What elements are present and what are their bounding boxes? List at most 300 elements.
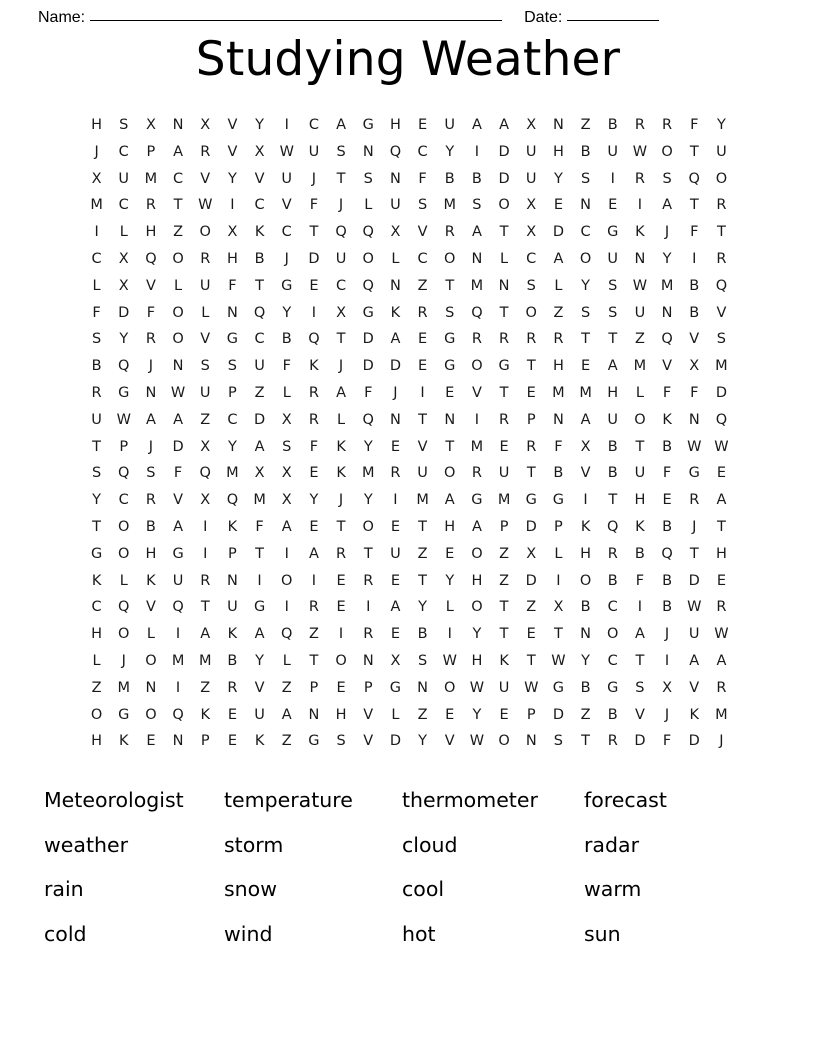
grid-cell[interactable]: C [607,599,618,616]
grid-cell[interactable]: V [662,358,673,375]
grid-cell[interactable]: P [228,384,237,401]
grid-cell[interactable]: Q [145,250,157,267]
grid-cell[interactable]: W [551,652,566,669]
grid-cell[interactable]: E [445,545,455,562]
grid-cell[interactable]: A [254,438,265,455]
grid-cell[interactable]: U [172,572,184,589]
grid-cell[interactable]: C [417,250,428,267]
grid-cell[interactable]: L [146,626,155,643]
grid-cell[interactable]: W [442,652,457,669]
grid-cell[interactable]: U [634,465,646,482]
grid-cell[interactable]: P [554,518,563,535]
grid-cell[interactable]: A [173,518,184,535]
grid-cell[interactable]: Q [389,143,402,160]
grid-cell[interactable]: F [690,384,699,401]
grid-cell[interactable]: A [145,411,156,428]
grid-cell[interactable]: Q [362,411,374,428]
grid-cell[interactable]: Q [199,465,211,482]
grid-cell[interactable]: D [688,572,700,589]
grid-cell[interactable]: H [444,518,456,535]
word-list-item[interactable]: temperature [224,788,353,812]
grid-cell[interactable]: N [552,117,564,133]
grid-cell[interactable]: J [338,358,344,375]
grid-cell[interactable]: D [715,384,727,401]
grid-cell[interactable]: Y [282,304,292,321]
word-list-item[interactable]: snow [224,877,277,901]
grid-cell[interactable]: X [580,438,591,455]
grid-cell[interactable]: G [118,384,130,401]
grid-cell[interactable]: S [608,277,618,294]
grid-cell[interactable]: C [607,652,618,669]
grid-cell[interactable]: Z [200,411,211,428]
grid-cell[interactable]: T [526,652,536,669]
grid-cell[interactable]: A [553,250,564,267]
grid-cell[interactable]: Q [172,599,184,616]
grid-cell[interactable]: Q [362,277,374,294]
grid-cell[interactable]: W [687,438,702,455]
grid-cell[interactable]: D [525,572,537,589]
grid-cell[interactable]: T [309,224,319,241]
grid-cell[interactable]: E [716,465,726,482]
grid-cell[interactable]: N [580,626,591,643]
grid-cell[interactable]: T [92,438,101,455]
grid-cell[interactable]: D [688,733,700,750]
grid-cell[interactable]: U [525,170,537,187]
grid-cell[interactable]: I [175,679,181,696]
grid-cell[interactable]: Y [227,438,237,455]
grid-cell[interactable]: R [145,331,156,348]
grid-cell[interactable]: U [227,599,238,616]
grid-cell[interactable]: W [170,384,186,401]
grid-cell[interactable]: B [689,277,700,294]
grid-cell[interactable]: R [444,224,455,241]
grid-cell[interactable]: O [118,518,130,535]
grid-cell[interactable]: R [716,679,727,696]
grid-cell[interactable]: B [607,438,618,455]
grid-cell[interactable]: U [444,117,456,133]
grid-cell[interactable]: U [688,626,700,643]
grid-cell[interactable]: R [499,331,510,348]
grid-cell[interactable]: V [580,465,591,482]
grid-cell[interactable]: D [552,224,564,241]
grid-cell[interactable]: V [200,170,211,187]
grid-cell[interactable]: Z [91,679,102,696]
grid-cell[interactable]: L [554,277,563,294]
grid-cell[interactable]: I [393,492,398,509]
grid-cell[interactable]: Y [227,170,237,187]
grid-cell[interactable]: U [498,465,510,482]
grid-cell[interactable]: X [526,224,537,241]
grid-cell[interactable]: Z [417,706,428,723]
grid-cell[interactable]: I [284,545,289,562]
grid-cell[interactable]: I [203,545,208,562]
grid-cell[interactable]: O [634,411,646,428]
grid-cell[interactable]: V [689,331,700,348]
grid-cell[interactable]: D [498,143,510,160]
grid-cell[interactable]: R [689,492,700,509]
grid-cell[interactable]: F [635,572,645,589]
grid-cell[interactable]: C [308,117,319,133]
grid-cell[interactable]: G [281,277,293,294]
grid-cell[interactable]: A [689,652,700,669]
grid-cell[interactable]: J [719,733,724,750]
grid-cell[interactable]: T [635,438,645,455]
grid-cell[interactable]: T [526,358,536,375]
grid-cell[interactable]: R [634,170,645,187]
grid-cell[interactable]: S [200,358,210,375]
grid-cell[interactable]: E [309,518,319,535]
grid-cell[interactable]: U [607,250,619,267]
grid-cell[interactable]: G [552,679,565,696]
grid-cell[interactable]: L [500,250,509,267]
grid-cell[interactable]: F [146,304,156,321]
grid-cell[interactable]: N [308,706,320,723]
grid-cell[interactable]: C [118,492,129,509]
grid-cell[interactable]: H [552,358,564,375]
grid-cell[interactable]: K [336,438,346,455]
grid-cell[interactable]: X [281,411,292,428]
grid-cell[interactable]: C [173,170,184,187]
grid-cell[interactable]: E [309,277,319,294]
grid-cell[interactable]: E [499,706,509,723]
grid-cell[interactable]: N [552,411,564,428]
grid-cell[interactable]: Y [309,492,319,509]
grid-cell[interactable]: R [471,465,482,482]
grid-cell[interactable]: E [445,706,455,723]
grid-cell[interactable]: O [118,626,130,643]
grid-cell[interactable]: Z [553,304,564,321]
grid-cell[interactable]: T [581,331,590,348]
grid-cell[interactable]: X [254,143,265,160]
grid-cell[interactable]: M [715,706,728,723]
grid-cell[interactable]: X [526,117,537,133]
grid-cell[interactable]: Y [472,626,482,643]
grid-cell[interactable]: B [662,438,673,455]
grid-cell[interactable]: R [308,411,319,428]
grid-cell[interactable]: V [254,170,265,187]
grid-cell[interactable]: G [90,545,103,562]
grid-cell[interactable]: M [552,384,565,401]
grid-cell[interactable]: H [607,384,619,401]
grid-cell[interactable]: B [607,465,618,482]
grid-cell[interactable]: V [200,331,211,348]
grid-cell[interactable]: T [716,224,726,241]
grid-cell[interactable]: N [389,411,401,428]
grid-cell[interactable]: H [91,733,103,750]
grid-cell[interactable]: O [471,545,483,562]
grid-cell[interactable]: I [284,117,289,133]
grid-cell[interactable]: R [607,545,618,562]
grid-cell[interactable]: W [687,599,702,616]
grid-cell[interactable]: A [607,358,618,375]
grid-cell[interactable]: S [472,197,482,214]
grid-cell[interactable]: Z [281,679,292,696]
grid-cell[interactable]: I [94,224,99,241]
grid-cell[interactable]: B [471,170,482,187]
grid-cell[interactable]: V [363,706,374,723]
grid-cell[interactable]: Z [254,384,265,401]
word-list-item[interactable]: sun [584,921,621,946]
grid-cell[interactable]: N [145,679,157,696]
grid-cell[interactable]: J [664,224,670,241]
grid-cell[interactable]: F [173,465,183,482]
grid-cell[interactable]: X [390,224,401,241]
grid-cell[interactable]: P [526,411,536,428]
grid-cell[interactable]: Z [580,117,591,133]
grid-cell[interactable]: T [581,733,590,750]
grid-cell[interactable]: S [445,304,455,321]
grid-cell[interactable]: L [364,197,373,214]
grid-cell[interactable]: O [471,358,483,375]
grid-cell[interactable]: H [389,117,401,133]
grid-cell[interactable]: B [662,518,673,535]
grid-cell[interactable]: A [200,626,211,643]
grid-cell[interactable]: I [284,599,289,616]
grid-cell[interactable]: S [417,652,428,669]
grid-cell[interactable]: S [282,438,292,455]
grid-cell[interactable]: X [200,117,211,133]
grid-cell[interactable]: B [607,117,618,133]
grid-cell[interactable]: W [632,143,648,160]
grid-cell[interactable]: T [173,197,183,214]
grid-cell[interactable]: H [580,545,592,562]
grid-cell[interactable]: R [200,143,211,160]
grid-cell[interactable]: E [390,572,400,589]
grid-cell[interactable]: I [175,626,181,643]
grid-cell[interactable]: I [664,652,670,669]
grid-cell[interactable]: I [610,170,615,187]
grid-cell[interactable]: M [90,197,103,214]
grid-cell[interactable]: N [172,117,184,133]
grid-cell[interactable]: V [281,197,292,214]
grid-cell[interactable]: C [281,224,292,241]
grid-cell[interactable]: N [172,733,184,750]
grid-cell[interactable]: O [661,143,673,160]
grid-cell[interactable]: T [309,652,319,669]
grid-cell[interactable]: M [117,679,130,696]
grid-cell[interactable]: T [608,331,618,348]
grid-cell[interactable]: V [254,679,265,696]
grid-cell[interactable]: R [145,492,156,509]
grid-cell[interactable]: B [145,518,156,535]
grid-cell[interactable]: U [118,170,130,187]
grid-cell[interactable]: U [498,679,510,696]
grid-cell[interactable]: Q [226,492,239,509]
grid-cell[interactable]: K [662,411,672,428]
grid-cell[interactable]: Y [255,117,264,133]
grid-cell[interactable]: B [254,250,265,267]
grid-cell[interactable]: R [200,250,211,267]
grid-cell[interactable]: F [690,117,699,133]
grid-cell[interactable]: T [499,599,509,616]
grid-cell[interactable]: J [284,250,289,267]
grid-cell[interactable]: F [662,465,672,482]
grid-cell[interactable]: X [689,358,700,375]
grid-cell[interactable]: B [227,652,238,669]
grid-cell[interactable]: H [145,545,157,562]
grid-cell[interactable]: O [362,250,374,267]
grid-cell[interactable]: A [471,117,482,133]
grid-cell[interactable]: N [226,304,238,321]
grid-cell[interactable]: V [363,733,374,750]
grid-cell[interactable]: R [716,599,727,616]
grid-cell[interactable]: D [634,733,646,750]
grid-cell[interactable]: N [471,250,483,267]
grid-cell[interactable]: U [634,304,646,321]
grid-cell[interactable]: E [445,384,455,401]
grid-cell[interactable]: S [336,143,346,160]
grid-cell[interactable]: N [172,358,184,375]
grid-cell[interactable]: O [498,733,510,750]
grid-cell[interactable]: S [363,170,373,187]
grid-cell[interactable]: U [390,197,401,214]
grid-cell[interactable]: X [390,652,401,669]
grid-cell[interactable]: M [633,358,647,375]
grid-cell[interactable]: W [524,679,539,696]
grid-cell[interactable]: W [632,277,648,294]
grid-cell[interactable]: B [662,599,673,616]
grid-cell[interactable]: T [608,492,618,509]
grid-cell[interactable]: E [309,465,319,482]
grid-cell[interactable]: M [144,170,158,187]
grid-cell[interactable]: Y [92,492,101,509]
grid-cell[interactable]: D [389,358,401,375]
grid-cell[interactable]: B [580,679,591,696]
grid-cell[interactable]: S [580,170,591,187]
grid-cell[interactable]: N [661,304,673,321]
grid-cell[interactable]: K [580,518,591,535]
grid-cell[interactable]: Z [281,733,292,750]
grid-cell[interactable]: H [715,545,727,562]
grid-cell[interactable]: G [172,545,184,562]
grid-cell[interactable]: L [445,599,454,616]
grid-cell[interactable]: M [660,277,674,294]
grid-cell[interactable]: X [91,170,102,187]
grid-cell[interactable]: C [91,599,102,616]
grid-cell[interactable]: O [715,170,728,187]
grid-cell[interactable]: N [389,170,401,187]
grid-cell[interactable]: L [554,545,563,562]
grid-cell[interactable]: H [226,250,238,267]
grid-cell[interactable]: K [200,706,210,723]
grid-cell[interactable]: U [254,706,265,723]
grid-cell[interactable]: U [607,143,619,160]
grid-cell[interactable]: L [282,652,291,669]
grid-cell[interactable]: I [311,572,317,589]
grid-cell[interactable]: S [227,358,238,375]
grid-cell[interactable]: L [337,411,346,428]
grid-cell[interactable]: X [145,117,156,133]
grid-cell[interactable]: K [118,733,129,750]
grid-cell[interactable]: K [254,224,265,241]
grid-cell[interactable]: E [499,438,509,455]
grid-cell[interactable]: T [255,277,264,294]
grid-cell[interactable]: R [145,197,156,214]
grid-cell[interactable]: G [607,679,619,696]
grid-cell[interactable]: S [336,733,346,750]
grid-cell[interactable]: V [417,438,428,455]
grid-cell[interactable]: N [145,384,157,401]
grid-cell[interactable]: E [580,358,591,375]
grid-cell[interactable]: T [553,626,563,643]
grid-cell[interactable]: I [556,572,561,589]
grid-cell[interactable]: C [336,277,347,294]
grid-cell[interactable]: F [662,384,672,401]
grid-cell[interactable]: F [662,733,672,750]
grid-cell[interactable]: B [553,465,564,482]
grid-cell[interactable]: Y [119,331,129,348]
grid-cell[interactable]: S [91,465,102,482]
grid-cell[interactable]: T [499,384,509,401]
grid-cell[interactable]: S [417,197,428,214]
grid-cell[interactable]: N [580,197,591,214]
grid-cell[interactable]: H [91,117,103,133]
word-list-item[interactable]: forecast [584,788,667,812]
grid-cell[interactable]: R [662,117,673,133]
grid-cell[interactable]: P [363,679,373,696]
grid-cell[interactable]: X [526,545,537,562]
grid-cell[interactable]: U [390,545,401,562]
grid-cell[interactable]: O [90,706,103,723]
grid-cell[interactable]: U [91,411,102,428]
grid-cell[interactable]: E [390,626,400,643]
grid-cell[interactable]: I [311,304,317,321]
word-list-item[interactable]: warm [584,877,642,901]
grid-cell[interactable]: K [227,518,238,535]
word-list-item[interactable]: thermometer [402,788,538,812]
grid-cell[interactable]: T [499,626,509,643]
grid-cell[interactable]: K [390,304,401,321]
grid-cell[interactable]: A [336,117,347,133]
grid-cell[interactable]: T [689,545,699,562]
grid-cell[interactable]: B [580,143,591,160]
grid-cell[interactable]: P [309,679,319,696]
grid-cell[interactable]: X [227,224,238,241]
grid-cell[interactable]: V [634,706,645,723]
grid-cell[interactable]: E [336,679,346,696]
grid-cell[interactable]: Y [553,170,563,187]
grid-cell[interactable]: A [580,411,591,428]
grid-cell[interactable]: A [471,518,482,535]
grid-cell[interactable]: I [420,384,425,401]
grid-cell[interactable]: Q [335,224,347,241]
grid-cell[interactable]: W [198,197,213,214]
grid-cell[interactable]: R [363,572,374,589]
grid-cell[interactable]: P [526,706,536,723]
grid-cell[interactable]: E [716,572,726,589]
grid-cell[interactable]: G [525,492,537,509]
grid-cell[interactable]: X [526,197,537,214]
grid-cell[interactable]: N [417,679,428,696]
grid-cell[interactable]: L [391,250,400,267]
grid-cell[interactable]: T [363,545,373,562]
grid-cell[interactable]: M [361,465,375,482]
word-list-item[interactable]: rain [44,877,84,901]
grid-cell[interactable]: G [389,679,402,696]
grid-cell[interactable]: I [230,197,235,214]
grid-cell[interactable]: S [608,304,618,321]
grid-cell[interactable]: B [444,170,455,187]
grid-cell[interactable]: O [118,545,130,562]
grid-cell[interactable]: W [714,438,729,455]
grid-cell[interactable]: A [499,117,510,133]
word-list-item[interactable]: radar [584,832,639,857]
grid-cell[interactable]: F [92,304,101,321]
grid-cell[interactable]: L [119,572,128,589]
grid-cell[interactable]: L [92,277,101,294]
grid-cell[interactable]: X [281,492,292,509]
grid-cell[interactable]: P [200,733,210,750]
